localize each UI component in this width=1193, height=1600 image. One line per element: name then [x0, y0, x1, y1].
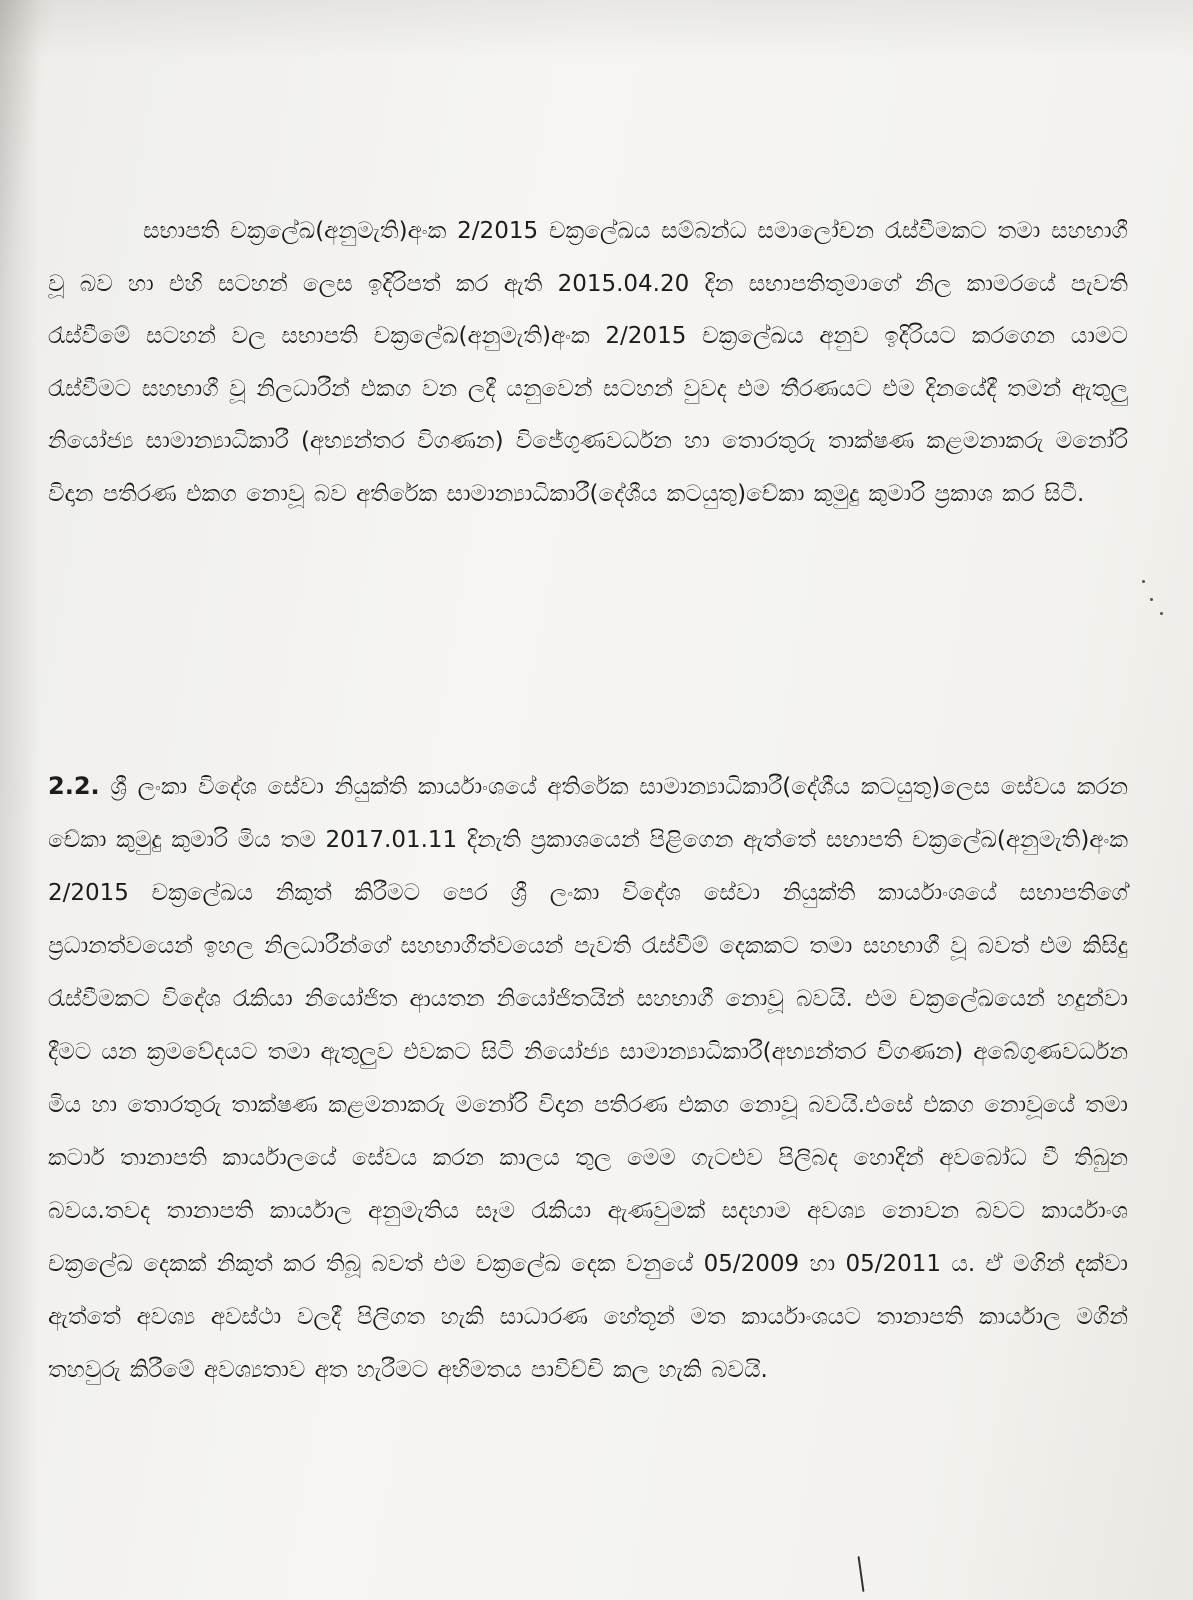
- margin-speck: [1150, 598, 1153, 601]
- paper-top-shadow: [0, 0, 1193, 60]
- paragraph-1: සභාපති චක්‍රලේඛ(අනුමැති)අංක 2/2015 චක්‍රලේඛය සම්බන්ධ සමාලෝචන රැස්වීමකට තමා සහභාගී වූ බව හා එහි සටහන් ලෙස ඉදිරිපත් කර ඇති 2015.04.20 දින සභාපතිතුමාගේ නිල කාමරයේ පැවති රැස්වීමේ සටහන් වල සභාපති චක්‍රලේඛ(අනුමැති)අංක 2/2015 චක්‍රලේඛය අනුව ඉදිරියට කරගෙන යාමට රැස්වීමට සහභාගී වූ නිලධාරීන් එකග වන ලදී යනුවෙන් සටහන් වුවද එම තීරණයට එම දිනයේදී තමන් ඇතුලු නියෝජ්‍ය සාමාන්‍යාධිකාරී (අභ්‍යන්තර විගණන) විජේගුණවර්ධන හා තොරතුරු තාක්ෂණ කළමනාකරු මනෝරි විදාන පතිරණ එකග නොවූ බව අතිරේක සාමාන්‍යාධිකාරී(දේශීය කටයුතු)චේකා කුමුදු කුමාරි ප්‍රකාශ කර සිටී.: [48, 218, 1128, 507]
- section-number: 2.2.: [48, 772, 100, 800]
- section-2-2-paragraph: [48, 760, 1128, 1397]
- paper-left-shadow: [0, 0, 40, 1600]
- pen-mark: [858, 1556, 865, 1592]
- section-2-2-text: ශ්‍රී ලංකා විදේශ සේවා නියුක්ති කාර්යාංශයේ අතිරේක සාමාන්‍යාධිකාරී(දේශීය කටයුතු)ලෙස සේවය කරන චේකා කුමුදු කුමාරි මිය තම 2017.01.11 දිනැති ප්‍රකාශයෙන් පිළිගෙන ඇත්තේ සභාපති චක්‍රලේඛ(අනුමැති)අංක 2/2015 චක්‍රලේඛය නිකුත් කිරීමට පෙර ශ්‍රී ලංකා විදේශ සේවා නියුක්ති කාර්යාංශයේ සභාපතිගේ ප්‍රධානත්වයෙන් ඉහල නිලධාරීන්ගේ සහභාගීත්වයෙන් පැවති රැස්වීම් දෙකකට තමා සහභාගී වූ බවත් එම කිසිදු රැස්වීමකට විදේශ රැකියා නියෝජිත ආයතන නියෝජිතයින් සහභාගී නොවූ බවයි. එම චක්‍රලේඛයෙන් හදුන්වා දීමට යන ක්‍රමවේදයට තමා ඇතුලුව එවකට සිටි නියෝජ්‍ය සාමාන්‍යාධිකාරී(අභ්‍යන්තර විගණන) අබේගුණවර්ධන මිය හා තොරතුරු තාක්ෂණ කළමනාකරු මනෝරි විදාන පතිරණ එකග නොවූ බවයි.එසේ එකග නොවූයේ තමා කටාර් තානාපති කාර්යාලයේ සේවය කරන කාලය තුල මෙම ගැටළුව පිලිබද හොදින් අවබෝධ වී තිබුන බවය.තවද තානාපති කාර්යාල අනුමැතිය සෑම රැකියා ඇණවුමක් සදහාම අවශ්‍ය නොවන බවට කාර්යාංශ චක්‍රලේඛ දෙකක් නිකුත් කර තිබූ බවත් එම චක්‍රලේඛ දෙක වනුයේ 05/2009 හා 05/2011 ය. ඒ මගින් දක්වා ඇත්තේ අවශ්‍ය අවස්ථා වලදී පිලිගත හැකි සාධාරණ හේතූන් මත කාර්යාංශයට තානාපති කාර්යාල මගින් තහවුරු කිරීමේ අවශ්‍යතාව අත හැරීමට අභිමතය පාවිච්චි කල හැකි බවයි.: [48, 774, 1128, 1383]
- margin-speck: [1142, 580, 1145, 583]
- margin-speck: [1160, 612, 1163, 615]
